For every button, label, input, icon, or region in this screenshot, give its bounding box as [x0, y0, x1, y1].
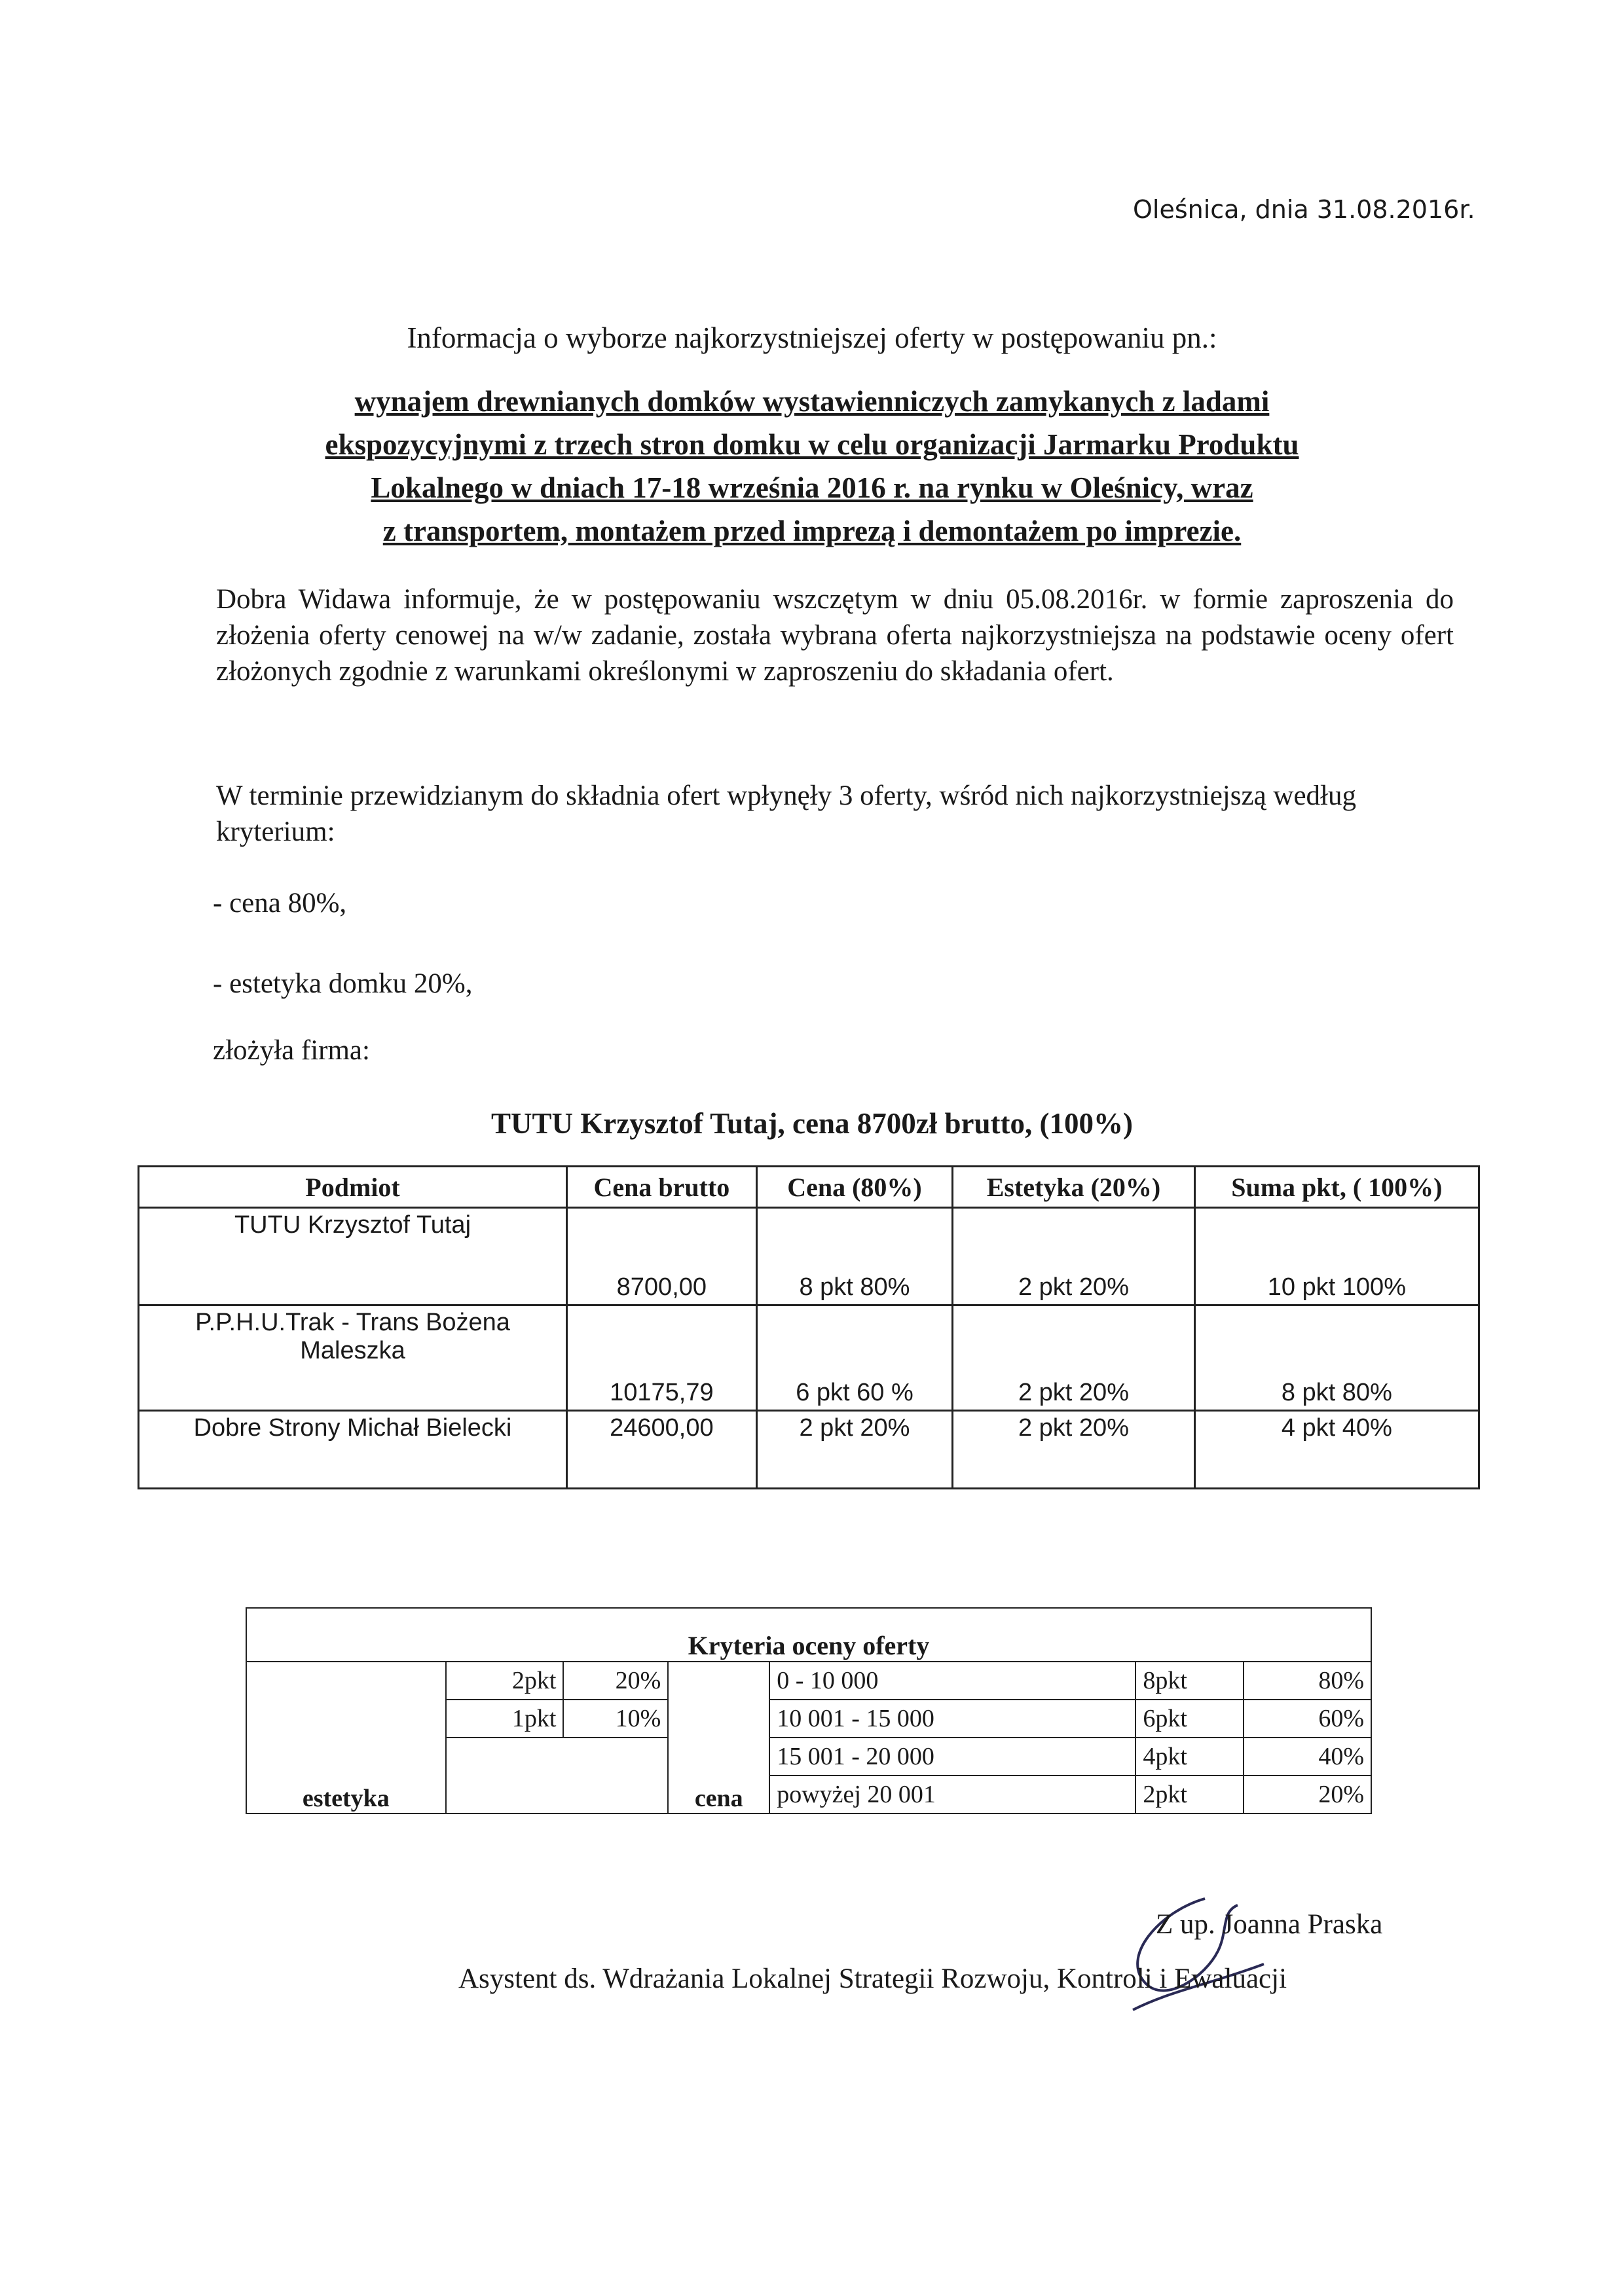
- criteria-cena-label: cena: [668, 1662, 769, 1813]
- cell-estetyka: 2 pkt 20%: [953, 1305, 1194, 1411]
- signature-role: Asystent ds. Wdrażania Lokalnej Strategii Rozwoju, Kontroli i Ewaluacji: [458, 1963, 1287, 1994]
- cell-suma: 10 pkt 100%: [1194, 1208, 1479, 1305]
- criteria-estetyka-label: estetyka: [246, 1662, 446, 1813]
- offers-table-header: [139, 1167, 1479, 1208]
- header-cena-pct: Cena (80%): [756, 1167, 953, 1208]
- tender-subject: [216, 380, 1408, 553]
- table-row: [139, 1411, 1479, 1489]
- estetyka-points: 1pkt: [446, 1700, 564, 1738]
- cell-estetyka: 2 pkt 20%: [953, 1208, 1194, 1305]
- cena-points: 8pkt: [1135, 1662, 1244, 1700]
- table-row: [246, 1662, 1371, 1700]
- cena-points: 6pkt: [1135, 1700, 1244, 1738]
- handwritten-signature: [1107, 1886, 1277, 2016]
- cell-suma: 8 pkt 80%: [1194, 1305, 1479, 1411]
- cell-cena-pct: 8 pkt 80%: [756, 1208, 953, 1305]
- cell-estetyka: 2 pkt 20%: [953, 1411, 1194, 1489]
- empty-cell: [446, 1738, 669, 1813]
- cena-percent: 20%: [1244, 1776, 1371, 1813]
- cell-cena-pct: 6 pkt 60 %: [756, 1305, 953, 1411]
- cena-range: 15 001 - 20 000: [769, 1738, 1135, 1776]
- subject-line: wynajem drewnianych domków wystawienniczych zamykanych z ladami: [354, 385, 1270, 418]
- cell-podmiot: TUTU Krzysztof Tutaj: [139, 1208, 567, 1305]
- subject-line: ekspozycyjnymi z trzech stron domku w celu organizacji Jarmarku Produktu: [325, 428, 1299, 461]
- cell-cena-brutto: 24600,00: [566, 1411, 756, 1489]
- cell-cena-brutto: 10175,79: [566, 1305, 756, 1411]
- estetyka-points: 2pkt: [446, 1662, 564, 1700]
- cell-suma: 4 pkt 40%: [1194, 1411, 1479, 1489]
- firm-label: złożyła firma:: [213, 1035, 370, 1066]
- cell-cena-pct: 2 pkt 20%: [756, 1411, 953, 1489]
- cena-percent: 60%: [1244, 1700, 1371, 1738]
- criterion-price: - cena 80%,: [213, 888, 347, 919]
- criteria-table-title: Kryteria oceny oferty: [246, 1608, 1371, 1662]
- offers-paragraph: W terminie przewidzianym do składnia ofert wpłynęły 3 oferty, wśród nich najkorzystniejszą według kryterium:: [216, 780, 1356, 847]
- cena-points: 2pkt: [1135, 1776, 1244, 1813]
- signature-name: Z up. Joanna Praska: [1156, 1909, 1383, 1940]
- estetyka-percent: 10%: [563, 1700, 668, 1738]
- cena-percent: 80%: [1244, 1662, 1371, 1700]
- header-cena-brutto: Cena brutto: [566, 1167, 756, 1208]
- cena-points: 4pkt: [1135, 1738, 1244, 1776]
- cena-range: 10 001 - 15 000: [769, 1700, 1135, 1738]
- cell-cena-brutto: 8700,00: [566, 1208, 756, 1305]
- document-date: Oleśnica, dnia 31.08.2016r.: [1133, 195, 1475, 224]
- cell-podmiot: Dobre Strony Michał Bielecki: [139, 1411, 567, 1489]
- cena-range: 0 - 10 000: [769, 1662, 1135, 1700]
- table-row: [139, 1208, 1479, 1305]
- estetyka-percent: 20%: [563, 1662, 668, 1700]
- cena-range: powyżej 20 001: [769, 1776, 1135, 1813]
- subject-line: Lokalnego w dniach 17-18 września 2016 r. na rynku w Oleśnicy, wraz: [371, 471, 1253, 504]
- criterion-aesthetics: - estetyka domku 20%,: [213, 968, 473, 999]
- header-suma: Suma pkt, ( 100%): [1194, 1167, 1479, 1208]
- table-row: [139, 1305, 1479, 1411]
- cell-podmiot: P.P.H.U.Trak - Trans Bożena Maleszka: [139, 1305, 567, 1411]
- document-heading: Informacja o wyborze najkorzystniejszej oferty w postępowaniu pn.:: [407, 321, 1217, 354]
- subject-line: z transportem, montażem przed imprezą i demontażem po imprezie.: [382, 515, 1242, 547]
- header-estetyka: Estetyka (20%): [953, 1167, 1194, 1208]
- cena-percent: 40%: [1244, 1738, 1371, 1776]
- winning-offer: TUTU Krzysztof Tutaj, cena 8700zł brutto, (100%): [491, 1107, 1133, 1140]
- intro-paragraph: Dobra Widawa informuje, że w postępowaniu wszczętym w dniu 05.08.2016r. w formie zaproszenia do złożenia oferty cenowej na w/w zadanie, została wybrana oferta najkorzystniejsza na podstawie oceny ofert złożonych zgodnie z warunkami określonymi w zaproszeniu do składania ofert.: [216, 584, 1454, 687]
- criteria-table: [246, 1607, 1372, 1814]
- header-podmiot: Podmiot: [139, 1167, 567, 1208]
- offers-table: [138, 1165, 1480, 1489]
